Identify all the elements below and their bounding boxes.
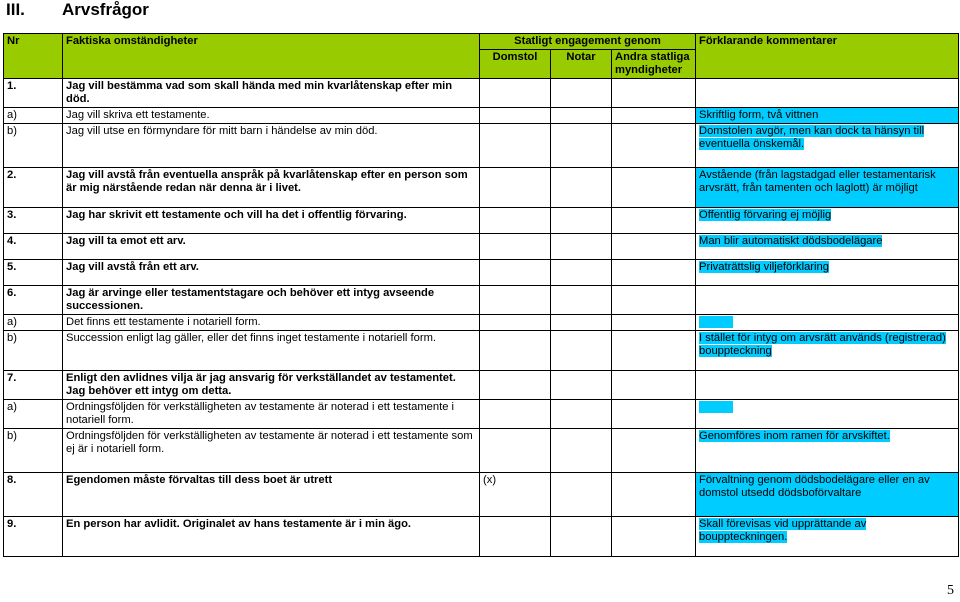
row-nr: a) bbox=[4, 108, 63, 124]
row-comment bbox=[696, 315, 959, 331]
table-row bbox=[4, 315, 959, 331]
cell-andra bbox=[612, 208, 696, 234]
table-row bbox=[4, 124, 959, 168]
row-nr: 5. bbox=[4, 260, 63, 286]
row-nr: b) bbox=[4, 124, 63, 168]
table-row bbox=[4, 208, 959, 234]
cell-notar bbox=[551, 517, 612, 557]
row-text: Jag vill ta emot ett arv. bbox=[63, 234, 480, 260]
header-domstol: Domstol bbox=[480, 50, 551, 79]
row-comment bbox=[696, 208, 959, 234]
cell-andra bbox=[612, 260, 696, 286]
cell-notar bbox=[551, 371, 612, 400]
cell-domstol bbox=[480, 400, 551, 429]
row-text: Jag vill utse en förmyndare för mitt barn i händelse av min död. bbox=[63, 124, 480, 168]
cell-andra bbox=[612, 108, 696, 124]
row-comment: Förvaltning genom dödsbodelägare eller en av domstol utsedd dödsboförvaltare bbox=[696, 473, 959, 517]
comment-highlight: Genomföres inom ramen för arvskiftet. bbox=[699, 430, 890, 442]
row-text: Egendomen måste förvaltas till dess boet är utrett bbox=[63, 473, 480, 517]
row-comment bbox=[696, 429, 959, 473]
row-text: Jag vill avstå från eventuella anspråk på kvarlåtenskap efter en person som är mig närstående redan när denna är i livet. bbox=[63, 168, 480, 208]
table-row bbox=[4, 371, 959, 400]
cell-notar bbox=[551, 234, 612, 260]
cell-andra bbox=[612, 168, 696, 208]
cell-domstol bbox=[480, 331, 551, 371]
cell-domstol bbox=[480, 208, 551, 234]
page-number: 5 bbox=[947, 583, 954, 598]
cell-andra bbox=[612, 286, 696, 315]
comment-highlight: Privaträttslig viljeförklaring bbox=[699, 261, 829, 273]
table-row bbox=[4, 400, 959, 429]
cell-notar bbox=[551, 315, 612, 331]
cell-notar bbox=[551, 108, 612, 124]
comment-highlight: Man blir automatiskt dödsbodelägare bbox=[699, 235, 883, 247]
cell-andra bbox=[612, 517, 696, 557]
row-comment: Avstående (från lagstadgad eller testamentarisk arvsrätt, från tamenten och laglott) är möjligt bbox=[696, 168, 959, 208]
row-nr: a) bbox=[4, 315, 63, 331]
section-heading bbox=[6, 0, 149, 20]
header-engagement: Statligt engagement genom bbox=[480, 34, 696, 50]
cell-domstol bbox=[480, 168, 551, 208]
header-nr: Nr bbox=[4, 34, 63, 79]
table-row bbox=[4, 429, 959, 473]
cell-notar bbox=[551, 473, 612, 517]
header-facts: Faktiska omständigheter bbox=[63, 34, 480, 79]
table-row bbox=[4, 79, 959, 108]
cell-domstol bbox=[480, 371, 551, 400]
row-text: Jag är arvinge eller testamentstagare och behöver ett intyg avseende successionen. bbox=[63, 286, 480, 315]
cell-andra bbox=[612, 234, 696, 260]
cell-domstol bbox=[480, 124, 551, 168]
row-text: Jag vill skriva ett testamente. bbox=[63, 108, 480, 124]
cell-domstol: (x) bbox=[480, 473, 551, 517]
row-text: Ordningsföljden för verkställigheten av testamente är noterad i ett testamente i notariell form. bbox=[63, 400, 480, 429]
row-comment bbox=[696, 260, 959, 286]
cell-andra bbox=[612, 315, 696, 331]
table-row bbox=[4, 234, 959, 260]
row-comment bbox=[696, 331, 959, 371]
row-comment bbox=[696, 234, 959, 260]
cell-andra bbox=[612, 473, 696, 517]
row-text: Jag har skrivit ett testamente och vill ha det i offentlig förvaring. bbox=[63, 208, 480, 234]
comment-highlight: I stället för intyg om arvsrätt används (registrerad) bouppteckning bbox=[699, 332, 946, 357]
row-nr: 6. bbox=[4, 286, 63, 315]
row-nr: b) bbox=[4, 429, 63, 473]
cell-notar bbox=[551, 260, 612, 286]
cell-notar bbox=[551, 208, 612, 234]
header-comments: Förklarande kommentarer bbox=[696, 34, 959, 79]
cell-notar bbox=[551, 168, 612, 208]
cell-domstol bbox=[480, 79, 551, 108]
row-text: Succession enligt lag gäller, eller det finns inget testamente i notariell form. bbox=[63, 331, 480, 371]
cell-domstol bbox=[480, 260, 551, 286]
cell-domstol bbox=[480, 315, 551, 331]
cell-domstol bbox=[480, 517, 551, 557]
row-nr: 3. bbox=[4, 208, 63, 234]
table-row bbox=[4, 168, 959, 208]
table-row bbox=[4, 108, 959, 124]
row-nr: 9. bbox=[4, 517, 63, 557]
row-nr: a) bbox=[4, 400, 63, 429]
comment-highlight-empty bbox=[699, 316, 733, 328]
row-comment bbox=[696, 286, 959, 315]
cell-domstol bbox=[480, 286, 551, 315]
cell-andra bbox=[612, 400, 696, 429]
row-text: Jag vill bestämma vad som skall hända med min kvarlåtenskap efter min död. bbox=[63, 79, 480, 108]
row-comment: Skriftlig form, två vittnen bbox=[696, 108, 959, 124]
row-nr: 1. bbox=[4, 79, 63, 108]
comment-highlight: Domstolen avgör, men kan dock ta hänsyn till eventuella önskemål. bbox=[699, 125, 925, 150]
comment-highlight: Offentlig förvaring ej möjlig bbox=[699, 209, 832, 221]
row-nr: 4. bbox=[4, 234, 63, 260]
row-comment bbox=[696, 124, 959, 168]
header-andra: Andra statliga myndigheter bbox=[612, 50, 696, 79]
table-row bbox=[4, 473, 959, 517]
cell-notar bbox=[551, 124, 612, 168]
cell-domstol bbox=[480, 429, 551, 473]
row-comment bbox=[696, 400, 959, 429]
cell-andra bbox=[612, 371, 696, 400]
cell-notar bbox=[551, 331, 612, 371]
row-text: Det finns ett testamente i notariell form. bbox=[63, 315, 480, 331]
cell-notar bbox=[551, 400, 612, 429]
cell-notar bbox=[551, 79, 612, 108]
row-nr: 8. bbox=[4, 473, 63, 517]
cell-notar bbox=[551, 286, 612, 315]
row-text: Enligt den avlidnes vilja är jag ansvarig för verkställandet av testamentet. Jag behöver ett intyg om detta. bbox=[63, 371, 480, 400]
comment-highlight: Skall förevisas vid upprättande av bouppteckningen. bbox=[699, 518, 867, 543]
row-comment bbox=[696, 371, 959, 400]
row-nr: 7. bbox=[4, 371, 63, 400]
header-row bbox=[4, 34, 959, 50]
cell-domstol bbox=[480, 108, 551, 124]
comment-highlight-empty bbox=[699, 401, 733, 413]
cell-andra bbox=[612, 429, 696, 473]
section-number: III. bbox=[6, 0, 25, 19]
cell-andra bbox=[612, 124, 696, 168]
row-text: Ordningsföljden för verkställigheten av testamente är noterad i ett testamente som ej är i notariell form. bbox=[63, 429, 480, 473]
cell-notar bbox=[551, 429, 612, 473]
row-comment bbox=[696, 79, 959, 108]
header-notar: Notar bbox=[551, 50, 612, 79]
row-comment bbox=[696, 517, 959, 557]
row-nr: b) bbox=[4, 331, 63, 371]
table-row bbox=[4, 286, 959, 315]
table-row bbox=[4, 260, 959, 286]
section-title: Arvsfrågor bbox=[62, 0, 149, 19]
row-nr: 2. bbox=[4, 168, 63, 208]
table-row bbox=[4, 517, 959, 557]
table-row bbox=[4, 331, 959, 371]
row-text: Jag vill avstå från ett arv. bbox=[63, 260, 480, 286]
cell-domstol bbox=[480, 234, 551, 260]
cell-andra bbox=[612, 79, 696, 108]
cell-andra bbox=[612, 331, 696, 371]
row-text: En person har avlidit. Originalet av hans testamente är i min ägo. bbox=[63, 517, 480, 557]
inheritance-table bbox=[3, 33, 959, 557]
